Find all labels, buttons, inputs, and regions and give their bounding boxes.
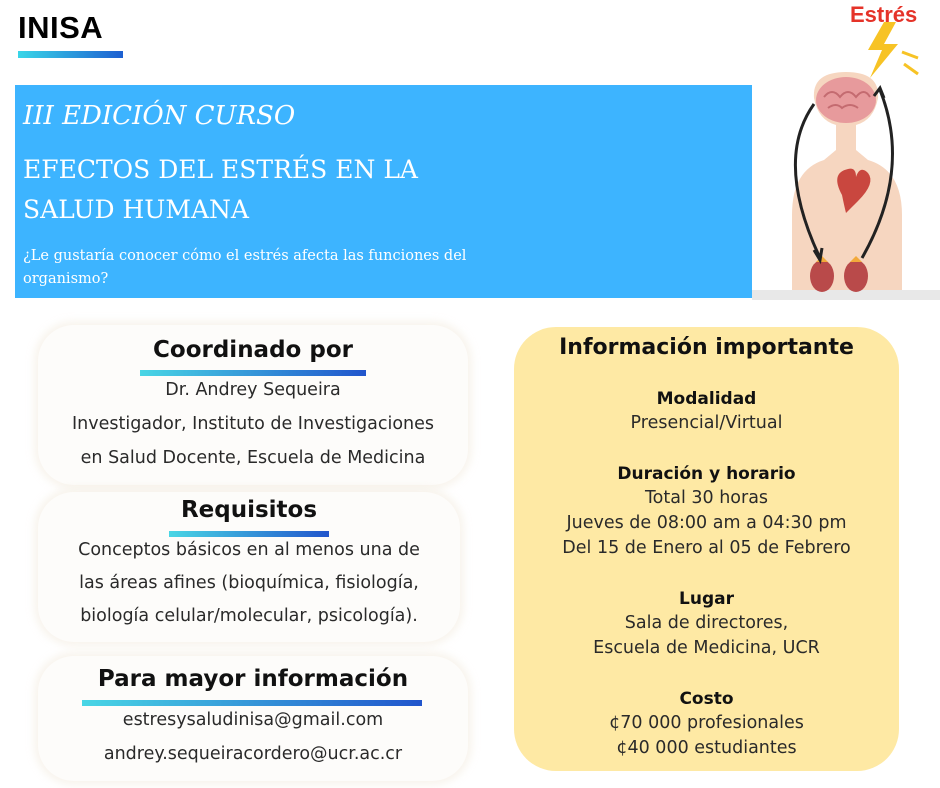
cost-professionals: ¢70 000 profesionales [609, 713, 804, 733]
logo-text: INISA [18, 10, 104, 45]
inisa-logo [18, 10, 123, 58]
coordinator-card [38, 325, 468, 485]
course-banner [15, 85, 752, 298]
requirements-card [38, 492, 460, 642]
place-label: Lugar [679, 589, 734, 609]
kidney-left-icon [810, 260, 834, 292]
contact-heading-underline [82, 700, 422, 706]
schedule-total-hours: Total 30 horas [644, 488, 769, 508]
requirements-line-3: biología celular/molecular, psicología). [80, 606, 418, 626]
course-edition: III EDICIÓN CURSO [23, 101, 296, 131]
coordinator-heading-underline [140, 370, 366, 376]
course-title-line-2: SALUD HUMANA [23, 195, 249, 224]
schedule-time: Jueves de 08:00 am a 04:30 pm [566, 513, 847, 533]
course-title-line-1: EFECTOS DEL ESTRÉS EN LA [23, 155, 418, 184]
requirements-line-2: las áreas afines (bioquímica, fisiología, [79, 573, 419, 593]
cost-label: Costo [679, 689, 734, 709]
body-stress-illustration [752, 0, 940, 300]
contact-heading: Para mayor información [97, 666, 409, 692]
coordinator-name: Dr. Andrey Sequeira [165, 380, 341, 400]
requirements-line-1: Conceptos básicos en al menos una de [78, 540, 420, 560]
modality-label: Modalidad [656, 389, 757, 409]
brain-icon [816, 77, 876, 123]
schedule-label: Duración y horario [617, 464, 796, 484]
contact-email-2[interactable]: andrey.sequeiracordero@ucr.ac.cr [103, 744, 403, 764]
place-line-1: Sala de directores, [624, 613, 789, 633]
contact-card [38, 656, 468, 781]
body-illustration-svg [752, 0, 940, 300]
course-question: ¿Le gustaría conocer cómo el estrés afecta las funciones del organismo? [23, 248, 467, 287]
important-info-card [514, 327, 899, 771]
info-heading: Información importante [559, 335, 854, 360]
coordinator-heading: Coordinado por [153, 337, 353, 363]
cost-students: ¢40 000 estudiantes [616, 738, 797, 758]
lightning-icon [868, 22, 898, 78]
requirements-heading: Requisitos [180, 497, 318, 523]
stress-label: Estrés [850, 2, 918, 27]
logo-underline [18, 51, 123, 58]
requirements-heading-underline [169, 531, 329, 537]
coordinator-role-line-1: Investigador, Instituto de Investigaciones [71, 414, 434, 434]
modality-value: Presencial/Virtual [630, 413, 783, 433]
coordinator-role-line-2: en Salud Docente, Escuela de Medicina [80, 448, 426, 468]
contact-email-1[interactable]: estresysaludinisa@gmail.com [122, 710, 384, 730]
schedule-dates: Del 15 de Enero al 05 de Febrero [562, 538, 851, 558]
kidney-right-icon [844, 260, 868, 292]
place-line-2: Escuela de Medicina, UCR [593, 638, 820, 658]
